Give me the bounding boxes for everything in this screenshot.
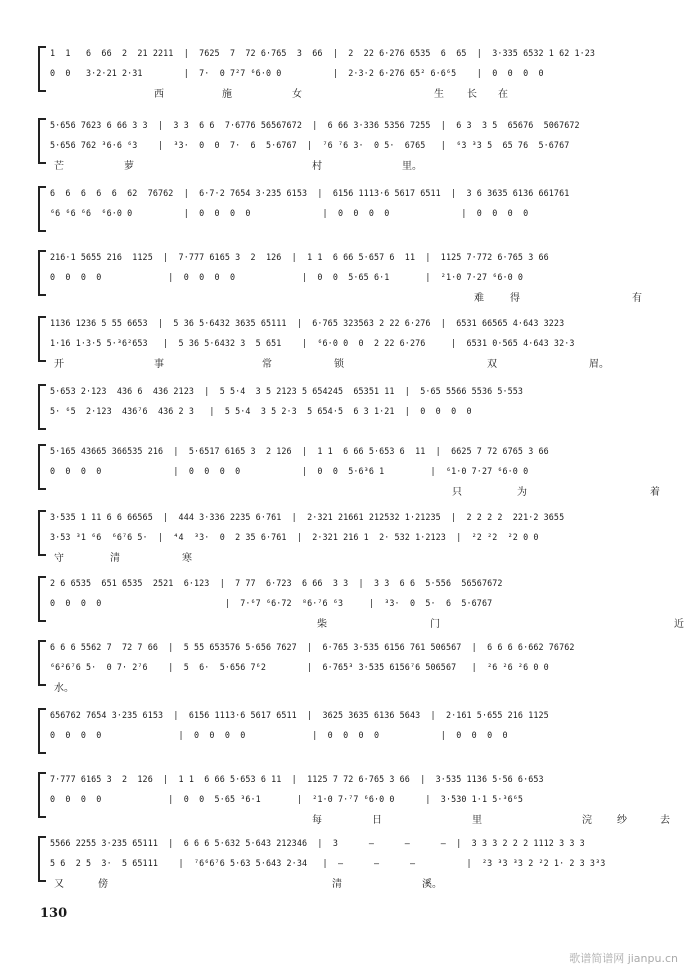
lyric-syllable: 傍 xyxy=(98,879,108,890)
lyrics-row xyxy=(50,483,670,497)
score-system xyxy=(38,188,670,238)
score-system xyxy=(38,120,670,170)
score-system xyxy=(38,838,670,888)
score-system xyxy=(38,386,670,436)
lyric-syllable: 芒 xyxy=(54,161,64,172)
lyric-syllable: 清 xyxy=(110,553,120,564)
page-number: 130 xyxy=(40,906,68,921)
lyric-syllable: 近 xyxy=(674,619,684,630)
score-system xyxy=(38,774,670,824)
score-system xyxy=(38,252,670,302)
system-brace xyxy=(38,640,46,686)
lyrics-row xyxy=(50,747,670,761)
lyrics-row xyxy=(50,225,670,239)
score-system xyxy=(38,318,670,368)
accompaniment-line: ⁶6 ⁶6 ⁶6 ⁶6·0 0 | 0 0 0 0 | 0 0 0 0 | 0 0 0 0 xyxy=(50,208,529,218)
system-brace xyxy=(38,772,46,818)
accompaniment-line: 1·16 1·3·5 5·³6²653 | 5 36 5·6432 3 5 651 | ⁶6·0 0 0 2 22 6·276 | 6531 0·565 4·643 32·3 xyxy=(50,338,575,348)
lyric-syllable: 在 xyxy=(498,89,508,100)
score-system xyxy=(38,446,670,496)
accompaniment-line: 0 0 0 0 | 0 0 0 0 | 0 0 0 0 | 0 0 0 0 xyxy=(50,730,508,740)
lyric-syllable: 眉。 xyxy=(589,359,609,370)
lyrics-row xyxy=(50,423,670,437)
accompaniment-line: 0 0 0 0 | 7·⁶7 ⁶6·72 ⁸6·⁷6 ⁶3 | ³3· 0 5· 6 5·6767 xyxy=(50,598,493,608)
system-brace xyxy=(38,384,46,430)
lyrics-row xyxy=(50,289,670,303)
score-system xyxy=(38,578,684,630)
lyric-syllable: 事 xyxy=(154,359,164,370)
lyric-syllable: 去 xyxy=(660,815,670,826)
lyric-syllable: 锁 xyxy=(334,359,344,370)
system-brace xyxy=(38,708,46,754)
lyric-syllable: 常 xyxy=(262,359,272,370)
accompaniment-line: 5·656 762 ³6·6 ⁶3 | ³3· 0 0 7· 6 5·6767 | ⁷6 ⁷6 3· 0 5· 6765 | ⁶3 ³3 5 65 76 5·6767 xyxy=(50,140,570,150)
melody-line: 1136 1236 5 55 6653 | 5 36 5·6432 3635 65111 | 6·765 323563 2 22 6·276 | 6531 66565 4·643 3223 xyxy=(50,318,565,328)
melody-line: 5·653 2·123 436 6 436 2123 | 5 5·4 3 5 2123 5 654245 65351 11 | 5·65 5566 5536 5·553 xyxy=(50,386,524,396)
lyrics-row xyxy=(50,679,670,693)
lyric-syllable: 长 xyxy=(467,89,477,100)
lyric-syllable: 为 xyxy=(517,487,527,498)
accompaniment-line: 0 0 0 0 | 0 0 0 0 | 0 0 5·6³6 1 | ⁶1·0 7·27 ⁶6·0 0 xyxy=(50,466,529,476)
melody-line: 7·777 6165 3 2 126 | 1 1 6 66 5·653 6 11 | 1125 7 72 6·765 3 66 | 3·535 1136 5·56 6·653 xyxy=(50,774,544,784)
lyric-syllable: 难 xyxy=(474,293,484,304)
score-system xyxy=(38,710,670,760)
score-system xyxy=(38,512,670,562)
system-brace xyxy=(38,250,46,296)
accompaniment-line: 0 0 3·2·21 2·31 | 7· 0 7²7 ⁶6·0 0 | 2·3·2 6·276 65² 6·6⁶5 | 0 0 0 0 xyxy=(50,68,544,78)
system-brace xyxy=(38,576,46,622)
accompaniment-line: 5· ⁶5 2·123 436⁷6 436 2 3 | 5 5·4 3 5 2·3 5 654·5 6 3 1·21 | 0 0 0 0 xyxy=(50,406,472,416)
melody-line: 5566 2255 3·235 65111 | 6 6 6 5·632 5·643 212346 | 3 — — — | 3 3 3 2 2 2 1112 3 3 3 xyxy=(50,838,585,848)
system-brace xyxy=(38,836,46,882)
lyric-syllable: 施 xyxy=(222,89,232,100)
melody-line: 656762 7654 3·235 6153 | 6156 1113·6 5617 6511 | 3625 3635 6136 5643 | 2·161 5·655 216 1125 xyxy=(50,710,549,720)
lyric-syllable: 只 xyxy=(452,487,462,498)
lyric-syllable: 双 xyxy=(487,359,497,370)
lyric-syllable: 守 xyxy=(54,553,64,564)
accompaniment-line: 3·53 ³1 ⁶6 ⁶6⁷6 5· | ⁴4 ³3· 0 2 35 6·761 | 2·321 216 1 2· 532 1·2123 | ²2 ²2 ²2 0 0 xyxy=(50,532,539,542)
lyric-syllable: 女 xyxy=(292,89,302,100)
system-brace xyxy=(38,316,46,362)
lyric-syllable: 寒 xyxy=(182,553,192,564)
accompaniment-line: 0 0 0 0 | 0 0 5·65 ³6·1 | ²1·0 7·⁷7 ⁶6·0 0 | 3·530 1·1 5·³6⁶5 xyxy=(50,794,524,804)
lyric-syllable: 溪。 xyxy=(422,879,442,890)
melody-line: 5·165 43665 366535 216 | 5·6517 6165 3 2 126 | 1 1 6 66 5·653 6 11 | 6625 7 72 6765 3 66 xyxy=(50,446,549,456)
lyric-syllable: 得 xyxy=(510,293,520,304)
accompaniment-line: 5 6 2 5 3· 5 65111 | ⁷6⁶6⁷6 5·63 5·643 2·34 | — — — | ²3 ³3 ³3 2 ²2 1· 2 3 3³3 xyxy=(50,858,606,868)
lyric-syllable: 萝 xyxy=(124,161,134,172)
lyrics-row xyxy=(50,811,670,825)
lyrics-row xyxy=(50,355,670,369)
melody-line: 2 6 6535 651 6535 2521 6·123 | 7 77 6·723 6 66 3 3 | 3 3 6 6 5·556 56567672 xyxy=(50,578,503,588)
lyric-syllable: 又 xyxy=(54,879,64,890)
lyrics-row xyxy=(50,615,684,630)
lyric-syllable: 日 xyxy=(372,815,382,826)
lyric-syllable: 西 xyxy=(154,89,164,100)
score-system xyxy=(38,642,670,692)
lyric-syllable: 村 xyxy=(312,161,322,172)
system-brace xyxy=(38,444,46,490)
lyrics-row xyxy=(50,549,670,563)
lyric-syllable: 里 xyxy=(472,815,482,826)
melody-line: 6 6 6 6 6 62 76762 | 6·7·2 7654 3·235 6153 | 6156 1113·6 5617 6511 | 3 6 3635 6136 661761 xyxy=(50,188,570,198)
melody-line: 1 1 6 66 2 21 2211 | 7625 7 72 6·765 3 66 | 2 22 6·276 6535 6 65 | 3·335 6532 1 62 1·23 xyxy=(50,48,596,58)
melody-line: 216·1 5655 216 1125 | 7·777 6165 3 2 126 | 1 1 6 66 5·657 6 11 | 1125 7·772 6·765 3 66 xyxy=(50,252,549,262)
lyrics-row xyxy=(50,85,670,99)
lyrics-row xyxy=(50,157,670,171)
lyric-syllable: 生 xyxy=(434,89,444,100)
lyric-syllable: 水。 xyxy=(54,683,74,694)
lyric-syllable: 每 xyxy=(312,815,322,826)
lyric-syllable: 清 xyxy=(332,879,342,890)
lyric-syllable: 有 xyxy=(632,293,642,304)
lyric-syllable: 着 xyxy=(650,487,660,498)
melody-line: 6 6 6 5562 7 72 7 66 | 5 55 653576 5·656 7627 | 6·765 3·535 6156 761 506567 | 6 6 6 6·662 76762 xyxy=(50,642,575,652)
system-brace xyxy=(38,186,46,232)
lyrics-row xyxy=(50,875,670,889)
score-system xyxy=(38,48,670,98)
accompaniment-line: ⁶6²6⁷6 5· 0 7· 2⁷6 | 5 6· 5·656 7⁶2 | 6·765³ 3·535 6156⁷6 506567 | ²6 ²6 ²6 0 0 xyxy=(50,662,549,672)
lyric-syllable: 柴 xyxy=(317,619,327,630)
lyric-syllable: 开 xyxy=(54,359,64,370)
lyric-syllable: 浣 xyxy=(582,815,592,826)
melody-line: 5·656 7623 6 66 3 3 | 3 3 6 6 7·6776 56567672 | 6 66 3·336 5356 7255 | 6 3 3 5 65676 5067672 xyxy=(50,120,580,130)
site-watermark: 歌谱简谱网 jianpu.cn xyxy=(569,952,678,965)
system-brace xyxy=(38,510,46,556)
system-brace xyxy=(38,118,46,164)
lyric-syllable: 纱 xyxy=(617,815,627,826)
system-brace xyxy=(38,46,46,92)
lyric-syllable: 门 xyxy=(430,619,440,630)
melody-line: 3·535 1 11 6 6 66565 | 444 3·336 2235 6·761 | 2·321 21661 212532 1·21235 | 2 2 2 2 221·2 3655 xyxy=(50,512,565,522)
accompaniment-line: 0 0 0 0 | 0 0 0 0 | 0 0 5·65 6·1 | ²1·0 7·27 ⁶6·0 0 xyxy=(50,272,524,282)
lyric-syllable: 里。 xyxy=(402,161,422,172)
